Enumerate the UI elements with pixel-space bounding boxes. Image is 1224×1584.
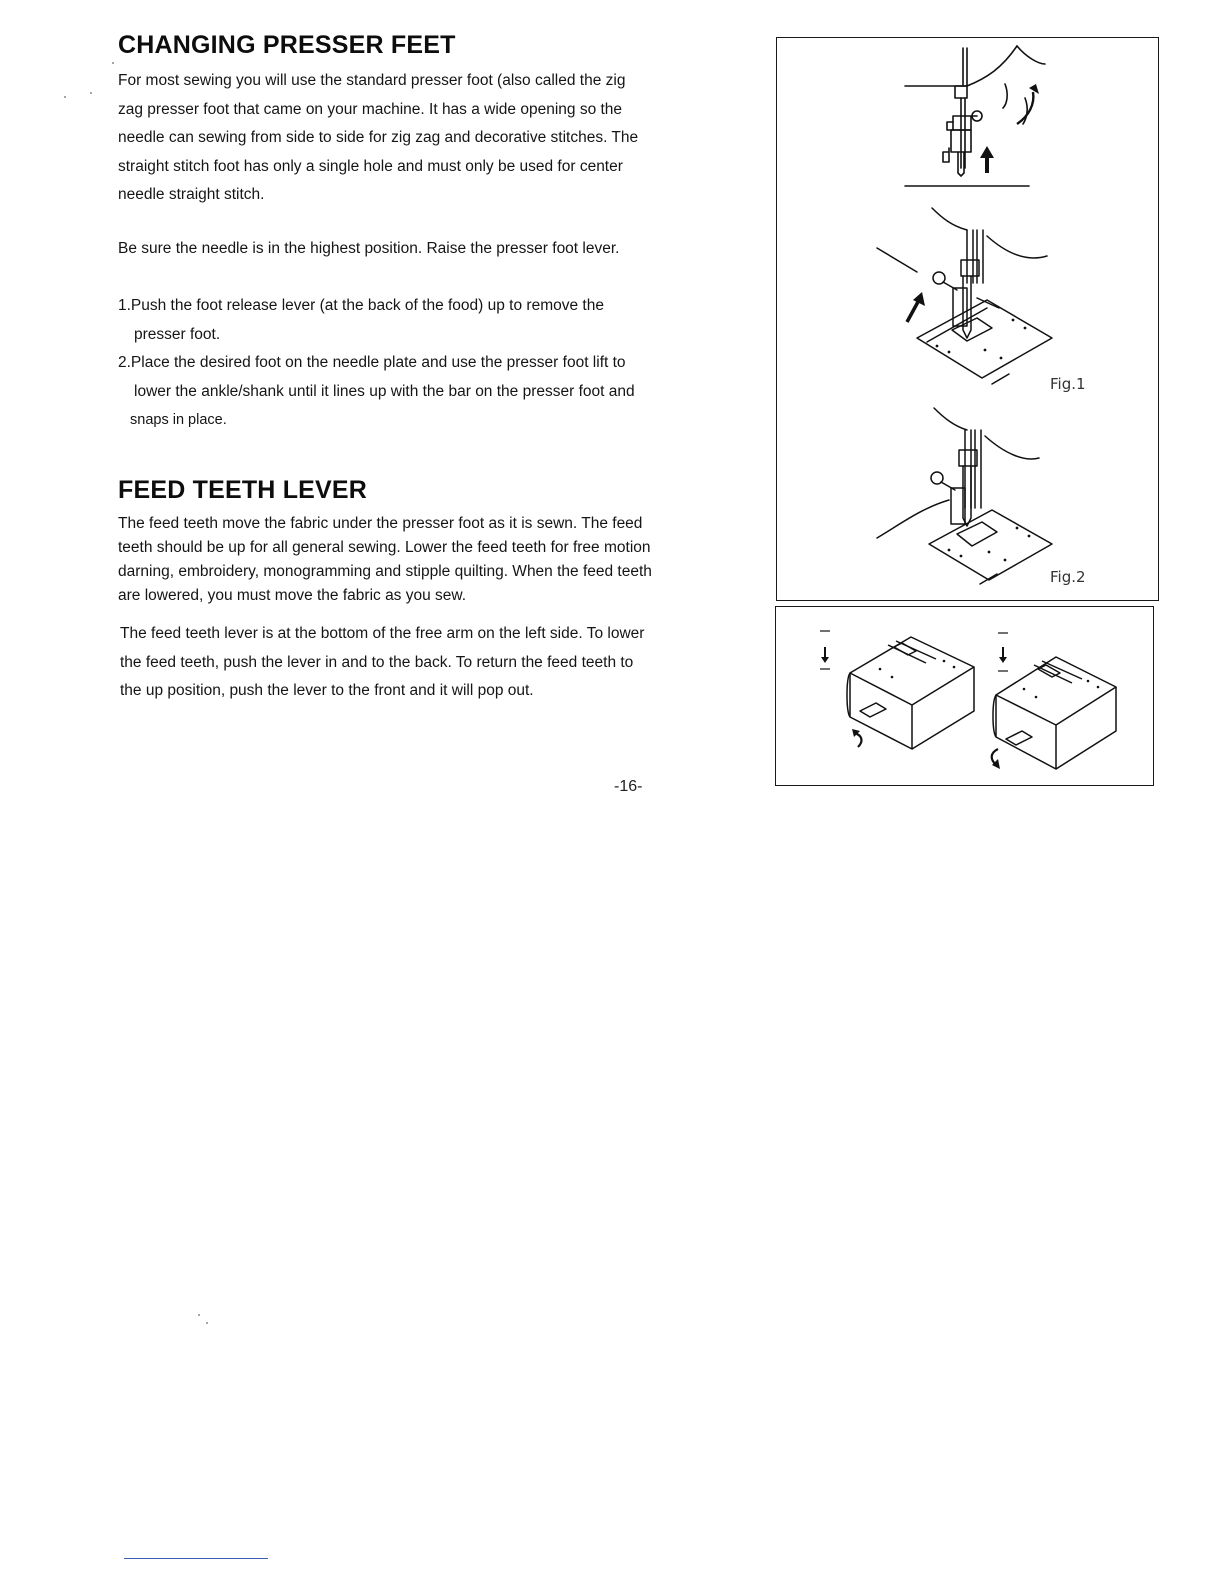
para-line: The feed teeth move the fabric under the presser foot as it is sewn. The feed (118, 515, 643, 532)
presser-foot-figure-panel (776, 37, 1159, 601)
scan-speck (112, 62, 114, 64)
step-line: 1.Push the foot release lever (at the back of the food) up to remove the (118, 297, 604, 314)
para-line: are lowered, you must move the fabric as you sew. (118, 587, 467, 604)
presser-foot-illustration (777, 38, 1160, 602)
scan-speck (206, 1322, 208, 1324)
fig2-label: Fig.2 (1050, 568, 1086, 586)
para-line: The feed teeth lever is at the bottom of the free arm on the left side. To lower (120, 625, 645, 642)
page-number: -16- (614, 778, 643, 795)
step-line: snaps in place. (130, 412, 227, 428)
footer-line (124, 1558, 268, 1559)
scan-speck (198, 1314, 200, 1316)
feed-teeth-lever-paragraph (120, 620, 760, 706)
step-item (118, 292, 758, 349)
para-line: darning, embroidery, monogramming and stipple quilting. When the feed teeth (118, 563, 652, 580)
scan-speck (64, 96, 66, 98)
step-line: 2.Place the desired foot on the needle plate and use the presser foot lift to (118, 354, 626, 371)
step-line: lower the ankle/shank until it lines up with the bar on the presser foot and (134, 382, 635, 400)
intro-line: zag presser foot that came on your machine. It has a wide opening so the (118, 100, 623, 118)
steps-list (118, 292, 758, 435)
feed-teeth-lever-illustration (776, 607, 1155, 787)
intro-line: needle can sewing from side to side for zig zag and decorative stitches. The (118, 129, 639, 146)
intro-line: needle straight stitch. (118, 186, 265, 203)
feed-teeth-figure-panel (775, 606, 1154, 786)
section-title-feed-teeth-lever: FEED TEETH LEVER (118, 476, 368, 504)
step-line: presser foot. (134, 325, 221, 343)
feed-teeth-paragraph (118, 512, 758, 608)
para-line: the feed teeth, push the lever in and to the back. To return the feed teeth to (120, 653, 634, 671)
section-title-changing-presser-feet: CHANGING PRESSER FEET (118, 31, 456, 59)
para-line: teeth should be up for all general sewing. Lower the feed teeth for free motion (118, 539, 651, 556)
intro-line: For most sewing you will use the standard presser foot (also called the zig (118, 72, 626, 89)
step-item (118, 349, 758, 435)
intro-line: straight stitch foot has only a single hole and must only be used for center (118, 157, 623, 175)
scan-speck (90, 92, 92, 94)
fig1-label: Fig.1 (1050, 375, 1086, 393)
para-line: the up position, push the lever to the front and it will pop out. (120, 682, 534, 699)
needle-position-note: Be sure the needle is in the highest position. Raise the presser foot lever. (118, 240, 620, 257)
intro-paragraph (118, 67, 758, 210)
